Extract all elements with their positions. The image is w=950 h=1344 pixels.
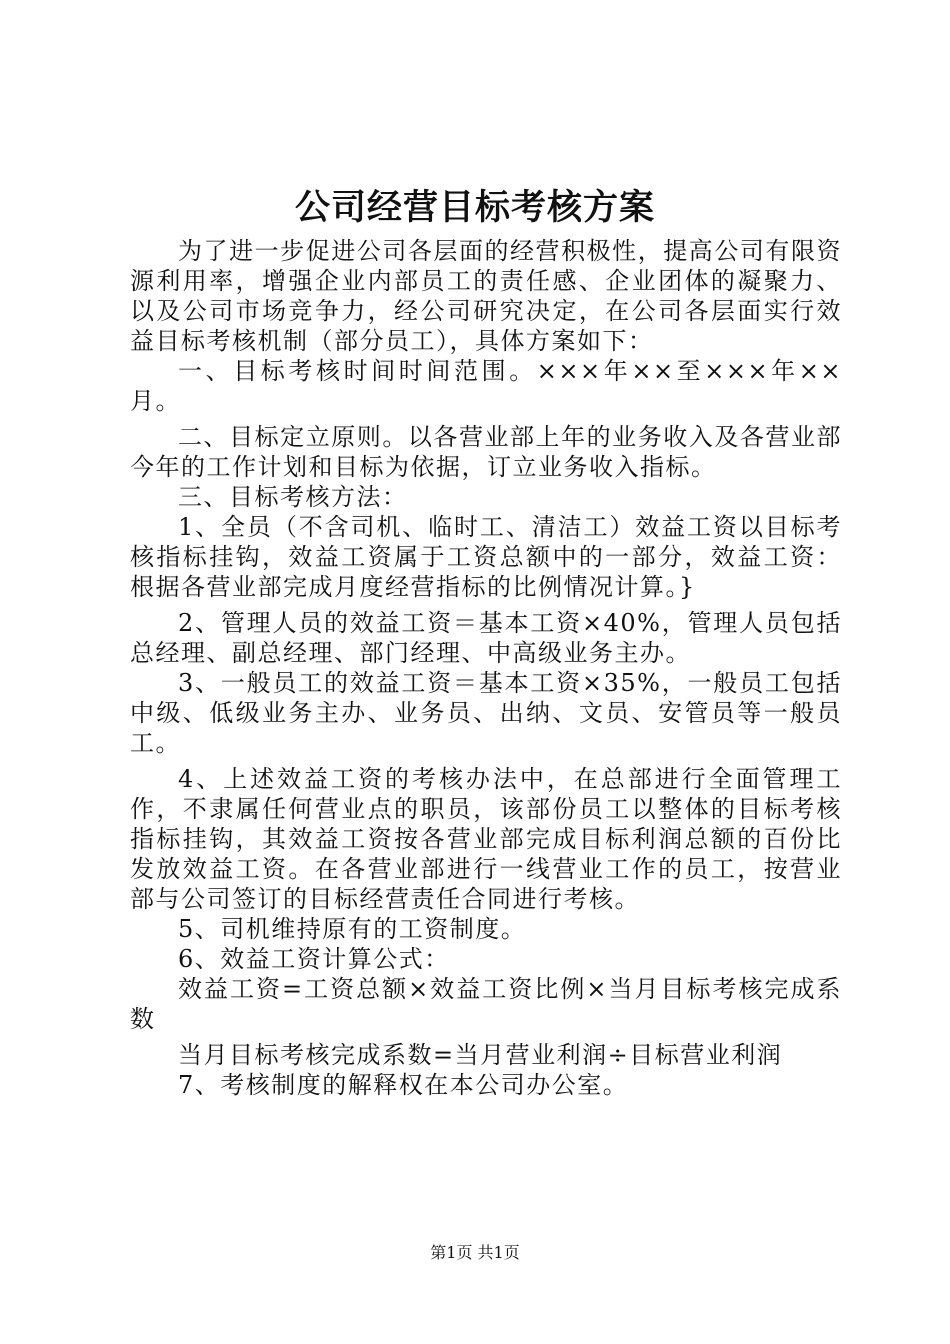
paragraph-item-1: 1、全员（不含司机、临时工、清洁工）效益工资以目标考核指标挂钩，效益工资属于工资总额中的一部分，效益工资：根据各营业部完成月度经营指标的比例情况计算。}: [130, 513, 842, 601]
paragraph-item-7: 7、考核制度的解释权在本公司办公室。: [178, 1071, 629, 1099]
paragraph-item-4: 4、上述效益工资的考核办法中，在总部进行全面管理工作，不隶属任何营业点的职员，该部份员工以整体的目标考核指标挂钩，其效益工资按各营业部完成目标利润总额的百份比发放效益工资。在各营业部进行一线营业工作的员工，按营业部与公司签订的目标经营责任合同进行考核。: [130, 765, 842, 913]
paragraph-section-1: 一、目标考核时间时间范围。×××年××至×××年××月。: [130, 357, 842, 415]
paragraph-item-5: 5、司机维持原有的工资制度。: [178, 915, 527, 943]
page-footer: 第1页 共1页: [430, 1243, 520, 1262]
paragraph-intro: 为了进一步促进公司各层面的经营积极性，提高公司有限资源利用率，增强企业内部员工的责任感、企业团体的凝聚力、以及公司市场竞争力，经公司研究决定，在公司各层面实行效益目标考核机制（部分员工），具体方案如下：: [130, 237, 842, 355]
paragraph-section-2: 二、目标定立原则。以各营业部上年的业务收入及各营业部今年的工作计划和目标为依据，订立业务收入指标。: [130, 423, 842, 481]
paragraph-formula-1: 效益工资=工资总额×效益工资比例×当月目标考核完成系数: [130, 975, 842, 1033]
paragraph-formula-2: 当月目标考核完成系数=当月营业利润÷目标营业利润: [178, 1041, 783, 1069]
paragraph-item-6: 6、效益工资计算公式：: [178, 945, 450, 973]
document-title: 公司经营目标考核方案: [294, 187, 655, 228]
paragraph-section-3: 三、目标考核方法：: [178, 483, 408, 511]
document-body: [130, 236, 842, 1100]
paragraph-item-3: 3、一般员工的效益工资＝基本工资×35%，一般员工包括中级、低级业务主办、业务员、出纳、文员、安管员等一般员工。: [130, 669, 842, 757]
paragraph-item-2: 2、管理人员的效益工资＝基本工资×40%，管理人员包括总经理、副总经理、部门经理、中高级业务主办。: [130, 609, 842, 667]
